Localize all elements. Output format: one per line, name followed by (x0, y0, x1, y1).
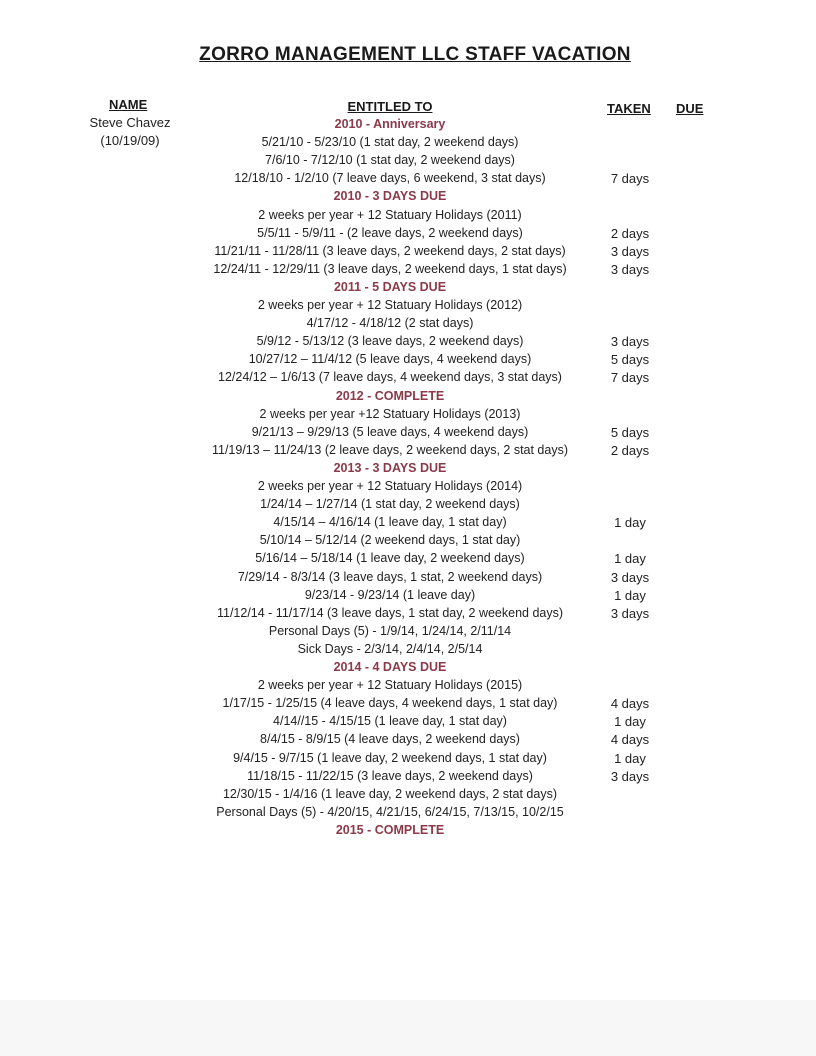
section-heading: 2010 - 3 DAYS DUE (333, 189, 447, 204)
taken-value: 1 day (614, 587, 646, 603)
vacation-entry: 2 weeks per year + 12 Statuary Holidays (2012) (257, 298, 523, 312)
taken-value: 4 days (610, 732, 650, 748)
taken-value: 1 day (614, 750, 646, 766)
vacation-entry: 9/21/13 – 9/29/13 (5 leave days, 4 weekend days) (251, 424, 529, 439)
vacation-entry: 2 weeks per year + 12 Statuary Holidays (2011) (258, 207, 522, 222)
vacation-entry: 10/27/12 – 11/4/12 (5 leave days, 4 weekend days) (248, 352, 532, 367)
vacation-entry: 11/21/11 - 11/28/11 (3 leave days, 2 weekend days, 2 stat days) (214, 243, 566, 258)
document-title: ZORRO MANAGEMENT LLC STAFF VACATION (199, 44, 631, 65)
vacation-entry: 4/15/14 – 4/16/14 (1 leave day, 1 stat day) (273, 515, 507, 530)
taken-value: 3 days (610, 569, 650, 585)
taken-value: 3 days (610, 334, 650, 350)
section-heading: 2014 - 4 DAYS DUE (333, 660, 447, 674)
vacation-entry: 5/10/14 – 5/12/14 (2 weekend days, 1 stat day) (259, 533, 521, 548)
vacation-entry: 12/30/15 - 1/4/16 (1 leave day, 2 weekend days, 2 stat days) (222, 786, 557, 801)
column-header-entitled: ENTITLED TO (347, 99, 433, 114)
vacation-entry: 1/24/14 – 1/27/14 (1 stat day, 2 weekend days) (260, 497, 520, 512)
taken-value: 1 day (614, 714, 646, 730)
column-header-due: DUE (676, 101, 704, 116)
vacation-entry: 5/21/10 - 5/23/10 (1 stat day, 2 weekend days) (261, 135, 519, 150)
column-header-taken: TAKEN (607, 101, 651, 116)
vacation-entry: 12/24/11 - 12/29/11 (3 leave days, 2 weekend days, 1 stat days) (213, 261, 567, 276)
taken-value: 3 days (610, 605, 650, 621)
vacation-entry: 7/29/14 - 8/3/14 (3 leave days, 1 stat, 2 weekend days) (237, 569, 543, 584)
section-heading: 2013 - 3 DAYS DUE (333, 460, 447, 475)
taken-value: 5 days (610, 424, 650, 440)
column-header-name: NAME (109, 97, 148, 112)
section-heading: 2012 - COMPLETE (335, 388, 445, 403)
vacation-entry: 11/19/13 – 11/24/13 (2 leave days, 2 weekend days, 2 stat days) (211, 442, 569, 457)
vacation-entry: 5/9/12 - 5/13/12 (3 leave days, 2 weekend days) (256, 334, 524, 349)
section-heading: 2011 - 5 DAYS DUE (333, 279, 447, 294)
employee-name: Steve Chavez (89, 115, 171, 130)
taken-value: 1 day (614, 551, 646, 567)
vacation-entry: 2 weeks per year +12 Statuary Holidays (2013) (259, 406, 521, 421)
vacation-entry: 9/23/14 - 9/23/14 (1 leave day) (304, 587, 476, 602)
vacation-entry: 12/18/10 - 1/2/10 (7 leave days, 6 weekend, 3 stat days) (234, 171, 546, 186)
taken-value: 1 day (614, 515, 646, 531)
vacation-entry: 12/24/12 – 1/6/13 (7 leave days, 4 weekend days, 3 stat days) (218, 370, 562, 385)
section-heading: 2015 - COMPLETE (335, 822, 445, 837)
vacation-entry: 5/16/14 – 5/18/14 (1 leave day, 2 weekend days) (255, 551, 525, 566)
taken-value: 7 days (610, 370, 650, 386)
vacation-entry: Personal Days (5) - 4/20/15, 4/21/15, 6/24/15, 7/13/15, 10/2/15 (216, 804, 564, 819)
vacation-entry: 4/17/12 - 4/18/12 (2 stat days) (306, 316, 474, 331)
vacation-entry: Sick Days - 2/3/14, 2/4/14, 2/5/14 (297, 641, 483, 656)
taken-value: 7 days (610, 171, 650, 187)
vacation-entry: 11/12/14 - 11/17/14 (3 leave days, 1 stat day, 2 weekend days) (216, 605, 564, 620)
taken-value: 4 days (610, 696, 650, 712)
vacation-entry: 11/18/15 - 11/22/15 (3 leave days, 2 weekend days) (247, 768, 533, 783)
taken-value: 2 days (610, 442, 650, 458)
vacation-entry: 2 weeks per year + 12 Statuary Holidays (2015) (257, 678, 523, 693)
vacation-entry: Personal Days (5) - 1/9/14, 1/24/14, 2/11/14 (268, 623, 512, 638)
taken-value: 2 days (610, 225, 650, 241)
taken-value: 3 days (610, 243, 650, 259)
vacation-entry: 7/6/10 - 7/12/10 (1 stat day, 2 weekend days) (265, 153, 515, 168)
vacation-entry: 8/4/15 - 8/9/15 (4 leave days, 2 weekend days) (260, 732, 520, 747)
vacation-entry: 2 weeks per year + 12 Statuary Holidays (2014) (257, 479, 523, 493)
vacation-entry: 5/5/11 - 5/9/11 - (2 leave days, 2 weekend days) (257, 225, 523, 240)
taken-value: 3 days (610, 768, 650, 784)
taken-value: 5 days (610, 352, 650, 368)
vacation-entry: 4/14//15 - 4/15/15 (1 leave day, 1 stat day) (273, 714, 507, 729)
taken-value: 3 days (610, 261, 650, 277)
vacation-entry: 1/17/15 - 1/25/15 (4 leave days, 4 weekend days, 1 stat day) (222, 696, 558, 711)
section-heading: 2010 - Anniversary (334, 117, 446, 131)
vacation-entry: 9/4/15 - 9/7/15 (1 leave day, 2 weekend days, 1 stat day) (233, 750, 547, 765)
employee-start-date: (10/19/09) (100, 133, 160, 148)
